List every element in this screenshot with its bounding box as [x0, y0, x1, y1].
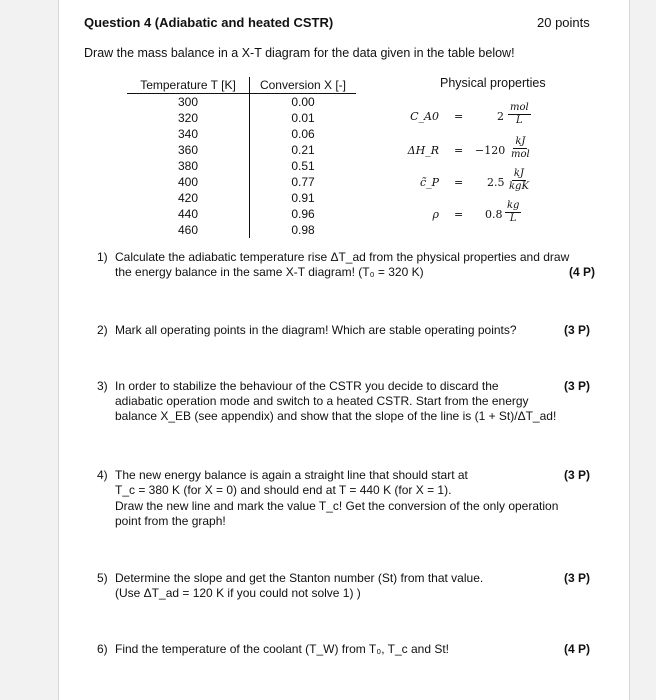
unit-denominator: L	[516, 115, 523, 126]
subquestion-points: (4 P)	[569, 265, 596, 279]
document-page	[58, 0, 630, 700]
unit-numerator: mol	[510, 102, 529, 113]
subquestion-text-line: Calculate the adiabatic temperature rise ΔT_ad from the physical properties and draw	[115, 250, 570, 264]
table-row	[127, 126, 356, 142]
subquestion-points: (3 P)	[564, 379, 591, 393]
subquestion-text-line: Draw the new line and mark the value T_c! Get the conversion of the only operation	[115, 499, 559, 513]
property-unit	[505, 200, 521, 225]
property-value: −120	[475, 144, 506, 157]
unit-denominator: mol	[511, 149, 530, 160]
property-unit	[507, 168, 531, 193]
table-row	[127, 142, 356, 158]
property-unit	[508, 102, 531, 127]
subquestion-points: (3 P)	[564, 571, 591, 585]
conversion-cell: 0.91	[291, 191, 315, 205]
unit-numerator: kg	[507, 200, 520, 211]
temperature-cell: 340	[127, 126, 250, 142]
total-points: 20 points	[537, 15, 590, 30]
property-symbol: ΔH_R	[407, 144, 439, 157]
conversion-cell: 0.01	[291, 111, 315, 125]
property-equals: =	[454, 144, 464, 157]
conversion-cell: 0.00	[291, 95, 315, 109]
subquestion-number: 5)	[97, 571, 108, 585]
subquestion-text-line: the energy balance in the same X-T diagram! (T₀ = 320 K)	[115, 265, 424, 279]
temperature-cell: 460	[127, 222, 250, 238]
subquestion-points: (4 P)	[564, 642, 591, 656]
property-equals: =	[454, 176, 464, 189]
property-symbol: C_A0	[410, 110, 439, 123]
temperature-cell: 420	[127, 190, 250, 206]
table-row	[127, 206, 356, 222]
subquestion-text-line: In order to stabilize the behaviour of the CSTR you decide to discard the	[115, 379, 499, 393]
conversion-cell: 0.06	[291, 127, 315, 141]
subquestion-number: 1)	[97, 250, 108, 264]
subquestion-number: 3)	[97, 379, 108, 393]
property-symbol: c̃_P	[419, 176, 439, 189]
property-value: 2.5	[487, 176, 505, 189]
subquestion-5	[97, 571, 557, 603]
unit-denominator: L	[509, 213, 517, 224]
subquestion-points: (3 P)	[564, 468, 591, 482]
subquestion-1	[97, 250, 597, 282]
subquestion-3	[97, 379, 577, 427]
table-header-row	[127, 77, 356, 94]
table-row	[127, 158, 356, 174]
conversion-cell: 0.98	[291, 223, 315, 237]
property-value: 0.8	[485, 208, 503, 221]
temperature-cell: 380	[127, 158, 250, 174]
subquestion-text-line: T_c = 380 K (for X = 0) and should end at T = 440 K (for X = 1).	[115, 483, 452, 497]
table-row	[127, 174, 356, 190]
subquestion-6	[97, 642, 557, 658]
unit-numerator: kJ	[513, 168, 524, 179]
temperature-cell: 360	[127, 142, 250, 158]
subquestion-text-line: (Use ΔT_ad = 120 K if you could not solve 1) )	[115, 586, 361, 600]
conversion-cell: 0.21	[291, 143, 315, 157]
intro-text: Draw the mass balance in a X-T diagram for the data given in the table below!	[84, 46, 515, 60]
subquestion-text-line: balance X_EB (see appendix) and show that the slope of the line is (1 + St)/ΔT_ad!	[115, 409, 557, 423]
subquestion-text-line: adiabatic operation mode and switch to a heated CSTR. Start from the energy	[115, 394, 529, 408]
conversion-cell: 0.51	[291, 159, 315, 173]
subquestion-number: 4)	[97, 468, 108, 482]
subquestion-text-line: Mark all operating points in the diagram! Which are stable operating points?	[115, 323, 517, 337]
table-row	[127, 190, 356, 206]
property-unit	[509, 136, 532, 161]
property-equals: =	[454, 208, 464, 221]
physical-properties-title: Physical properties	[440, 76, 546, 90]
data-table	[127, 77, 356, 238]
conversion-cell: 0.77	[291, 175, 315, 189]
property-value: 2	[497, 110, 504, 123]
subquestion-number: 6)	[97, 642, 108, 656]
table-row	[127, 222, 356, 238]
unit-denominator: kgK	[509, 181, 529, 192]
table-row	[127, 94, 356, 111]
unit-numerator: kJ	[515, 136, 526, 147]
subquestion-text-line: Determine the slope and get the Stanton number (St) from that value.	[115, 571, 484, 585]
temperature-cell: 440	[127, 206, 250, 222]
subquestion-text-line: The new energy balance is again a straight line that should start at	[115, 468, 468, 482]
column-header-conversion: Conversion X [-]	[250, 77, 357, 94]
subquestion-4	[97, 468, 597, 532]
conversion-cell: 0.96	[291, 207, 315, 221]
subquestion-2	[97, 323, 557, 339]
temperature-cell: 320	[127, 110, 250, 126]
subquestion-text-line: point from the graph!	[115, 514, 226, 528]
column-header-temperature: Temperature T [K]	[127, 77, 250, 94]
temperature-cell: 400	[127, 174, 250, 190]
temperature-cell: 300	[127, 94, 250, 111]
subquestion-number: 2)	[97, 323, 108, 337]
subquestion-text-line: Find the temperature of the coolant (T_W) from T₀, T_c and St!	[115, 642, 450, 656]
subquestion-points: (3 P)	[564, 323, 591, 337]
property-equals: =	[454, 110, 464, 123]
question-title: Question 4 (Adiabatic and heated CSTR)	[84, 15, 334, 30]
table-row	[127, 110, 356, 126]
property-symbol: ρ	[432, 208, 439, 221]
